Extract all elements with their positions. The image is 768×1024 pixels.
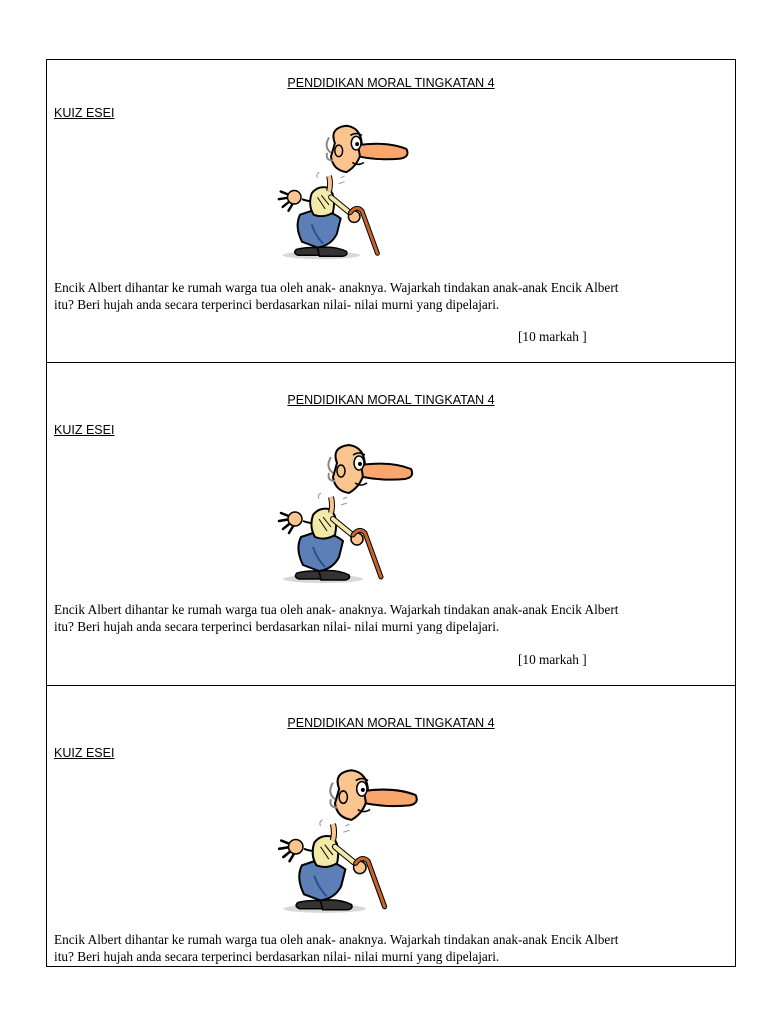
quiz-label: KUIZ ESEI xyxy=(54,106,115,120)
quiz-card-2 xyxy=(47,363,735,686)
old-man-with-cane-illustration xyxy=(273,118,418,263)
question-line-1: Encik Albert dihantar ke rumah warga tua oleh anak- anaknya. Wajarkah tindakan anak-anak Encik Albert xyxy=(54,602,619,617)
quiz-label: KUIZ ESEI xyxy=(54,746,115,760)
question-text xyxy=(54,280,726,313)
old-man-with-cane-illustration xyxy=(273,762,428,917)
quiz-card-3 xyxy=(47,686,735,967)
card-title: PENDIDIKAN MORAL TINGKATAN 4 xyxy=(287,393,495,407)
quiz-label: KUIZ ESEI xyxy=(54,423,115,437)
question-line-2: itu? Beri hujah anda secara terperinci berdasarkan nilai- nilai murni yang dipelajari. xyxy=(54,296,500,312)
question-line-1: Encik Albert dihantar ke rumah warga tua oleh anak- anaknya. Wajarkah tindakan anak-anak Encik Albert xyxy=(54,932,619,947)
question-text xyxy=(54,932,726,965)
question-line-2: itu? Beri hujah anda secara terperinci berdasarkan nilai- nilai murni yang dipelajari. xyxy=(54,618,500,634)
card-title: PENDIDIKAN MORAL TINGKATAN 4 xyxy=(287,76,495,90)
question-text xyxy=(54,602,726,635)
marks-label: [10 markah ] xyxy=(518,652,587,667)
question-line-1: Encik Albert dihantar ke rumah warga tua oleh anak- anaknya. Wajarkah tindakan anak-anak Encik Albert xyxy=(54,280,619,295)
marks-label: [10 markah ] xyxy=(518,329,587,344)
old-man-with-cane-illustration xyxy=(273,437,423,587)
card-title: PENDIDIKAN MORAL TINGKATAN 4 xyxy=(287,716,495,730)
quiz-sheet xyxy=(46,59,736,967)
question-line-2: itu? Beri hujah anda secara terperinci berdasarkan nilai- nilai murni yang dipelajari. xyxy=(54,948,500,964)
quiz-card-1 xyxy=(47,60,735,363)
